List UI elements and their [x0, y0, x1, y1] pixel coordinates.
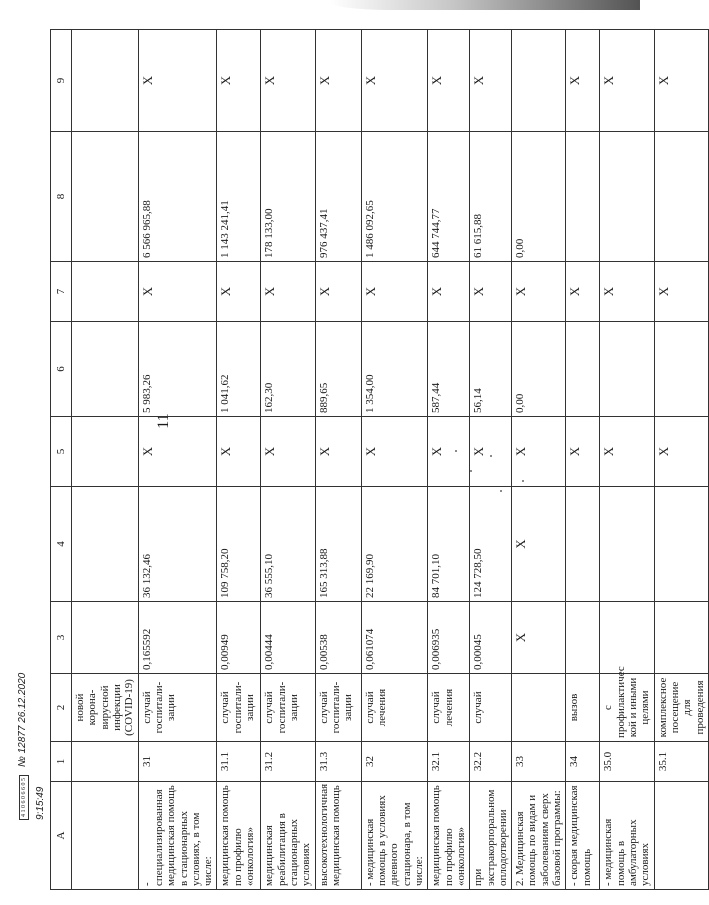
table-row [600, 30, 654, 890]
cell-c3: 0,165592 [138, 602, 217, 674]
cell-c7: X [315, 262, 361, 322]
table-row [138, 30, 217, 890]
cell-c9: X [261, 30, 315, 132]
row-unit: случай госпитали-зации [138, 674, 217, 742]
cell-c4: 109 758,20 [217, 487, 261, 602]
cell-c6: 587,44 [428, 322, 470, 417]
scan-speck [455, 450, 457, 452]
cell-c3 [566, 602, 600, 674]
row-unit: с профилактичес кой и иными целями [600, 674, 654, 742]
row-number: 32.2 [470, 742, 512, 782]
row-label: - скорая медицинская помощь [566, 782, 600, 890]
row-unit: случай лечения [428, 674, 470, 742]
cell-c5: X [361, 417, 428, 487]
row-number: 31.3 [315, 742, 361, 782]
cell-c3: 0,00949 [217, 602, 261, 674]
scan-edge-shadow [330, 0, 640, 10]
row-unit: комплексное посещение для проведения [654, 674, 708, 742]
table-row [315, 30, 361, 890]
cell-c8: 1 486 092,65 [361, 132, 428, 262]
cell-c7: X [261, 262, 315, 322]
row-number: 35.0 [600, 742, 654, 782]
stamp-number-date: № 12877 26.12.2020 9:15:49 [17, 672, 46, 820]
cell-c8: 976 437,41 [315, 132, 361, 262]
cell-c3 [654, 602, 708, 674]
cell-c9: X [217, 30, 261, 132]
cell-c9: X [138, 30, 217, 132]
cell-c4 [566, 487, 600, 602]
cell-c9: X [315, 30, 361, 132]
cell-c7: X [654, 262, 708, 322]
cell-c6: 56,14 [470, 322, 512, 417]
cell-c8 [600, 132, 654, 262]
header-row [51, 30, 72, 890]
cell-c9: X [566, 30, 600, 132]
cell-c4: 165 313,88 [315, 487, 361, 602]
budget-table [50, 29, 709, 890]
carry-over-text: новой корона-вирусной инфекции (COVID-19) [72, 674, 139, 742]
col-header: 9 [51, 30, 72, 132]
row-label: 2. Медицинская помощь по видам и заболеваниям сверх базовой программы: [512, 782, 566, 890]
row-label: медицинская помощь по профилю «онкология» [217, 782, 261, 890]
cell-c3: 0,006935 [428, 602, 470, 674]
row-unit: вызов [566, 674, 600, 742]
cell-c5: X [654, 417, 708, 487]
cell-c5: X [138, 417, 217, 487]
col-header: 2 [51, 674, 72, 742]
cell-c5: X [600, 417, 654, 487]
cell-c3: 0,00538 [315, 602, 361, 674]
cell-c8 [566, 132, 600, 262]
row-label: - медицинская помощь в условиях дневного стационара, в том числе: [361, 782, 428, 890]
cell-c4 [600, 487, 654, 602]
cell-c7: X [428, 262, 470, 322]
scan-speck [522, 480, 524, 482]
col-header: 8 [51, 132, 72, 262]
cell-c9 [512, 30, 566, 132]
cell-c5: X [428, 417, 470, 487]
scan-speck [500, 490, 502, 492]
cell-c5: X [566, 417, 600, 487]
cell-c8: 6 566 965,88 [138, 132, 217, 262]
cell-c7: X [600, 262, 654, 322]
cell-c4: X [512, 487, 566, 602]
cell-c4: 124 728,50 [470, 487, 512, 602]
scan-speck [470, 470, 472, 472]
row-label: медицинская помощь по профилю «онкология» [428, 782, 470, 890]
cell-c8: 61 615,88 [470, 132, 512, 262]
row-unit: случай госпитали-зации [315, 674, 361, 742]
cell-c6: 1 354,00 [361, 322, 428, 417]
registration-stamp [12, 640, 44, 820]
cell-c4: 22 169,90 [361, 487, 428, 602]
col-header: 4 [51, 487, 72, 602]
table-row [361, 30, 428, 890]
rotated-table-wrapper [50, 30, 706, 890]
row-number: 35.1 [654, 742, 708, 782]
row-label: высокотехнологичная медицинская помощь [315, 782, 361, 890]
cell-c6: 889,65 [315, 322, 361, 417]
cell-c7: X [512, 262, 566, 322]
cell-c4: 36 555,10 [261, 487, 315, 602]
row-number: 31.2 [261, 742, 315, 782]
table-row [470, 30, 512, 890]
cell-c9: X [361, 30, 428, 132]
row-unit [512, 674, 566, 742]
cell-c7: X [566, 262, 600, 322]
cell-c4: 84 701,10 [428, 487, 470, 602]
row-unit: случай госпитали-зации [217, 674, 261, 742]
cell-c5: X [470, 417, 512, 487]
cell-c3: 0,00045 [470, 602, 512, 674]
col-header: 5 [51, 417, 72, 487]
scan-speck [490, 455, 492, 457]
cell-c5: X [315, 417, 361, 487]
col-header: 6 [51, 322, 72, 417]
cell-c3: X [512, 602, 566, 674]
row-number: 32 [361, 742, 428, 782]
cell-c5: X [512, 417, 566, 487]
cell-c6 [566, 322, 600, 417]
cell-c6: 1 041,62 [217, 322, 261, 417]
cell-c8: 0,00 [512, 132, 566, 262]
col-header: 3 [51, 602, 72, 674]
row-unit: случай [470, 674, 512, 742]
cell-c9: X [470, 30, 512, 132]
cell-c6: 5 983,26 [138, 322, 217, 417]
table-row [217, 30, 261, 890]
row-number: 32.1 [428, 742, 470, 782]
cell-c8 [654, 132, 708, 262]
cell-c7: X [470, 262, 512, 322]
row-label: - специализированная медицинская помощь в стационарных условиях, в том числе: [138, 782, 217, 890]
table-row [566, 30, 600, 890]
row-label: медицинская реабилитация в стационарных условиях [261, 782, 315, 890]
row-number: 31 [138, 742, 217, 782]
cell-c6 [654, 322, 708, 417]
cell-c4 [654, 487, 708, 602]
cell-c5: X [217, 417, 261, 487]
col-header: 7 [51, 262, 72, 322]
cell-c7: X [217, 262, 261, 322]
carry-over-row [72, 30, 139, 890]
col-header: 1 [51, 742, 72, 782]
cell-c3 [600, 602, 654, 674]
cell-c8: 644 744,77 [428, 132, 470, 262]
table-row [654, 30, 708, 890]
row-number: 33 [512, 742, 566, 782]
row-label [654, 782, 708, 890]
cell-c3: 0,00444 [261, 602, 315, 674]
stamp-code: 4 1 0 6 0 6 6 0 5 [19, 775, 29, 820]
page-number: 11 [155, 413, 172, 429]
table-row [512, 30, 566, 890]
cell-c7: X [138, 262, 217, 322]
row-unit: случай лечения [361, 674, 428, 742]
cell-c8: 1 143 241,41 [217, 132, 261, 262]
cell-c4: 36 132,46 [138, 487, 217, 602]
cell-c8: 178 133,00 [261, 132, 315, 262]
col-header: А [51, 782, 72, 890]
cell-c9: X [654, 30, 708, 132]
row-label: - медицинская помощь в амбулаторных условиях [600, 782, 654, 890]
row-unit: случай госпитали-зации [261, 674, 315, 742]
cell-c9: X [600, 30, 654, 132]
row-number: 31.1 [217, 742, 261, 782]
cell-c9: X [428, 30, 470, 132]
table-row [428, 30, 470, 890]
cell-c5: X [261, 417, 315, 487]
cell-c6: 162,30 [261, 322, 315, 417]
table-row [261, 30, 315, 890]
cell-c6: 0,00 [512, 322, 566, 417]
cell-c7: X [361, 262, 428, 322]
row-label: при экстракорпоральном оплодотворении [470, 782, 512, 890]
cell-c3: 0,061074 [361, 602, 428, 674]
cell-c6 [600, 322, 654, 417]
row-number: 34 [566, 742, 600, 782]
